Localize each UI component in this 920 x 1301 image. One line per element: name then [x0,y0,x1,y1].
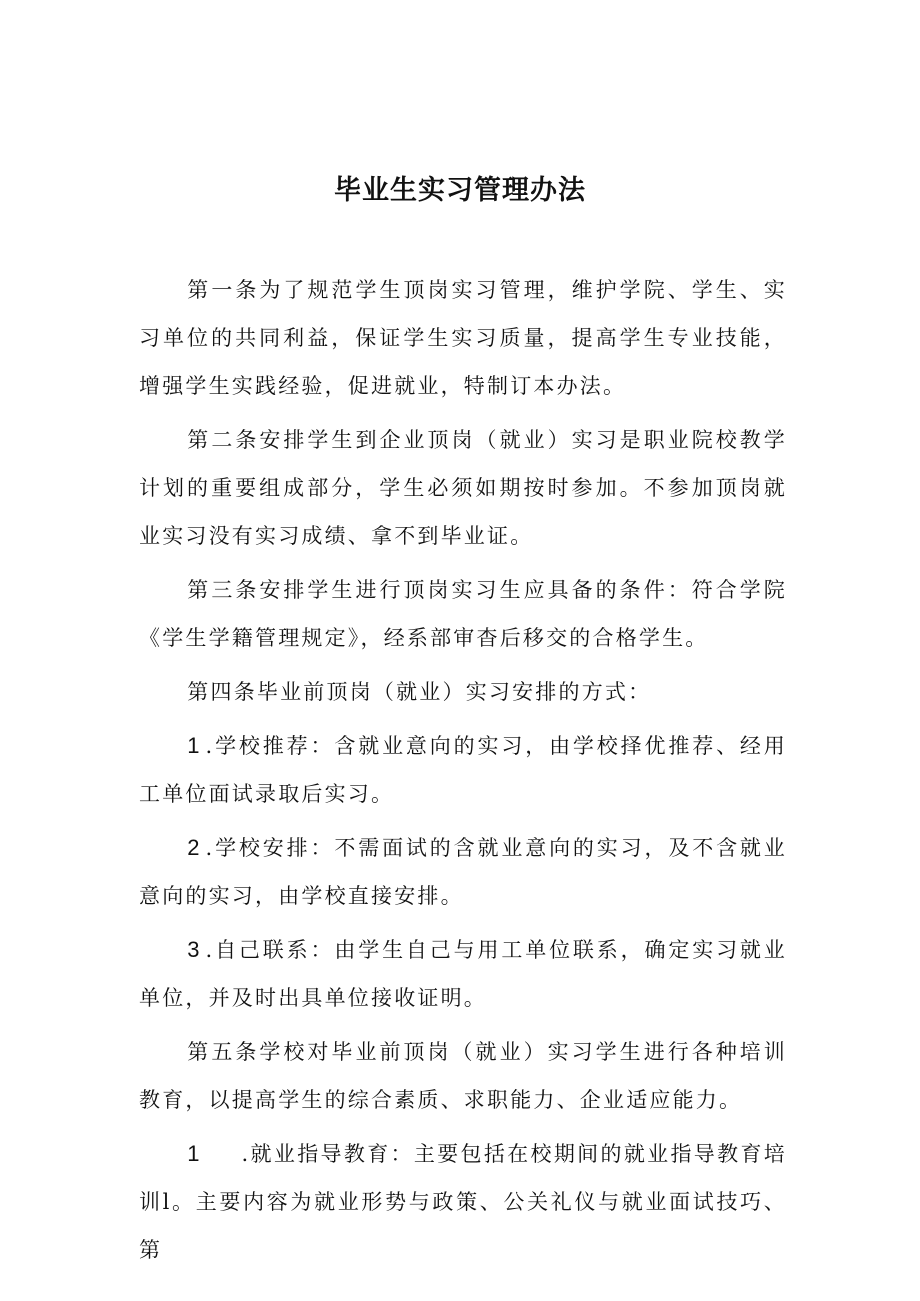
paragraph-text: 第二条安排学生到企业顶岗（就业）实习是职业院校教学计划的重要组成部分，学生必须如期按时参加。不参加顶岗就业实习没有实习成绩、拿不到毕业证。 [139,428,787,548]
article-2-paragraph [139,416,787,560]
list-number: 3 [187,937,200,962]
document-title: 毕业生实习管理办法 [334,175,586,206]
list-number: 1 [187,733,200,758]
document-body [139,266,787,1280]
paragraph-text: .学校推荐：含就业意向的实习，由学校择优推荐、经用工单位面试录取后实习。 [139,734,787,806]
paragraph-text: 第四条毕业前顶岗（就业）实习安排的方式： [187,680,652,704]
paragraph-text: .学校安排：不需面试的含就业意向的实习，及不含就业意向的实习，由学校直接安排。 [139,836,787,908]
paragraph-text: .自己联系：由学生自己与用工单位联系，确定实习就业单位，并及时出具单位接收证明。 [139,938,787,1010]
article-4-paragraph [139,668,787,716]
list-item-self-contact [139,926,787,1022]
paragraph-text: .就业指导教育：主要包括在校期间的就业指导教育培训l。主要内容为就业形势与政策、公关礼仪与就业面试技巧、第 [139,1142,787,1262]
list-number: 2 [187,835,200,860]
article-3-paragraph [139,566,787,662]
paragraph-text: 第一条为了规范学生顶岗实习管理，维护学院、学生、实习单位的共同利益，保证学生实习质量，提高学生专业技能，增强学生实践经验，促进就业，特制订本办法。 [139,278,787,398]
paragraph-text: 第三条安排学生进行顶岗实习生应具备的条件：符合学院《学生学籍管理规定》，经系部审杳后移交的合格学生。 [139,578,787,650]
list-item-school-arrange [139,824,787,920]
list-item-school-recommend [139,722,787,818]
article-5-paragraph [139,1028,787,1124]
paragraph-text: 第五条学校对毕业前顶岗（就业）实习学生进行各种培训教育，以提高学生的综合素质、求职能力、企业适应能力。 [139,1040,787,1112]
article-1-paragraph [139,266,787,410]
list-number: 1 [187,1141,200,1166]
list-item-employment-guidance [139,1130,787,1274]
